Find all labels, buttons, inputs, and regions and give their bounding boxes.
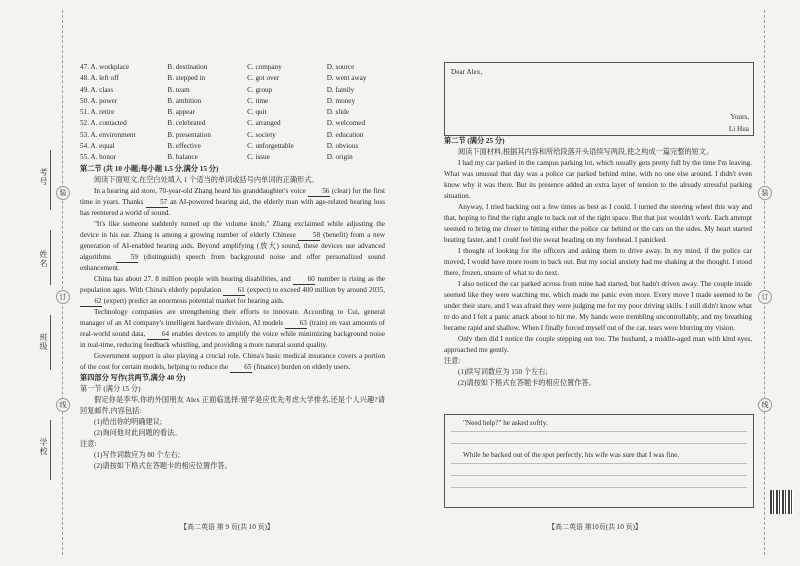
part-heading: 第四部分 写作(共两节,满分 40 分) [80,373,186,382]
page-9 [80,62,385,472]
letter-greeting: Dear Alex, [451,68,483,76]
option: C. time [247,96,269,105]
option: 52. A. contacted [80,119,127,128]
writing-line [451,443,747,444]
option: C. society [247,130,276,139]
exam-number-line [50,150,51,210]
option: B. destination [167,63,208,71]
option-row-49 [80,85,385,96]
option-row-47 [80,62,385,73]
passage-paragraph [80,186,385,219]
note-item: (2)请按如下格式在答题卡的相应位置作答。 [94,461,232,470]
text: "It's like someone suddenly turned up the volume knob," Zhang exclaimed while adjusting the device in his ear. Zhang is among a growing number of elderly Chinese [80,219,385,239]
option: C. issue [247,153,270,162]
option: C. arranged [247,119,281,128]
option: 48. A. left off [80,74,119,83]
option-row-50 [80,96,385,107]
letter-answer-box[interactable] [444,62,754,136]
option: B. effective [167,142,201,151]
option-row-54 [80,141,385,152]
passage-paragraph [80,307,385,351]
instruction: 阅读下面短文,在空白处填入 1 个适当的单词或括号内单词的正确形式。 [94,175,319,184]
text: (expect) to exceed 400 million by around 2035, [247,285,386,294]
story-paragraph: I had my car parked in the campus parking lot, which usually gets pretty full by the time I'm leaving. What was unusual that day was a police car parked behind mine, with no one else around. I didn't even know why it was there. But its presence added an extra layer of tension to the already stressful parking situation. [444,159,752,200]
passage-paragraph [80,351,385,373]
option: C. company [247,63,282,71]
paragraph-starter-2: While he backed out of the spot perfectly, his wife was sure that I was fine. [463,451,680,459]
option: 47. A. workplace [80,63,130,71]
option-row-53 [80,130,385,141]
option-row-52 [80,118,385,129]
text: number is rising as the population ages. With China's elderly population [80,274,385,294]
text: (distinguish) speech from background noise and offer personalized sound enhancement. [80,252,386,272]
right-cut-line [764,10,765,555]
continuation-answer-box[interactable] [444,414,754,508]
option: D. welcomed [326,119,366,128]
option: D. obvious [326,142,359,151]
text: enables devices to amplify the voice while minimizing background noise in real-time, reducing feedback whistling, and providing a more natural sound quality. [80,329,386,349]
text: (clear) for the first time in years. Thanks [80,186,385,206]
option: D. money [326,96,356,105]
option: 50. A. power [80,96,118,105]
option: 54. A. equal [80,142,115,151]
text: (benefit) from a new generation of AI-enabled hearing aids. Beyond amplifying (放大) sound, these devices use advanced algorithms [80,230,386,261]
option: D. education [326,130,364,139]
option: 51. A. retire [80,108,115,117]
option: C. got over [247,74,280,83]
option-row-55 [80,152,385,163]
blank-58[interactable]: 58 [298,231,320,241]
option: C. group [247,85,273,94]
paragraph-starter-1: "Need help?" he asked softly. [463,419,548,427]
option: C. quit [247,108,267,117]
footer-page-9: 【高二英语 第 9 页(共 10 页)】 [180,523,274,531]
option: D. slide [326,108,350,117]
blank-60[interactable]: 60 [293,275,315,285]
option: D. source [326,63,355,71]
school-line [50,420,51,480]
passage-paragraph [80,274,385,307]
task-point: (2)询问他对此问题的看法。 [94,428,182,437]
writing-task: 假定你是李华,你的外国朋友 Alex 正面临选择:留学是应优先考虑大学排名,还是个人兴趣?请回复邮件,内容包括: [80,395,385,415]
note-label: 注意: [80,439,97,448]
task-point: (1)给出你的明确建议; [94,417,162,426]
footer-page-10: 【高二英语 第10页(共 10 页)】 [548,523,642,531]
option: 53. A. environment [80,130,136,139]
text: China has about 27. 8 million people with hearing disabilities, and [94,274,291,283]
option: B. stepped in [167,74,206,83]
option-row-51 [80,107,385,118]
option: D. family [326,85,355,94]
right-cut-mark-ding: 订 [758,290,772,304]
text: (finance) burden on elderly users. [253,362,351,371]
option: B. ambition [167,96,202,105]
option: B. team [167,85,190,94]
blank-57[interactable]: 57 [146,198,168,208]
blank-62[interactable]: 62 [80,297,102,307]
cut-line [62,10,63,555]
section-heading: 第二节 (满分 25 分) [444,137,505,145]
option: B. appear [167,108,195,117]
note-item: (1)续写词数应为 150 个左右; [458,368,548,376]
text: (train) on vast amounts of real-world sound data, [80,318,386,338]
text: an AI-powered hearing aid, the elderly man with age-related hearing loss has reentered a world of sound. [80,197,385,217]
blank-63[interactable]: 63 [285,319,307,329]
page-10 [444,136,752,389]
note-item: (1)写作词数应为 80 个左右; [94,450,180,459]
binding-margin [0,0,78,566]
text: (expert) predict an enormous potential market for hearing aids. [103,296,285,305]
story-paragraph: Only then did I notice the couple stepping out too. The husband, a middle-aged man with kind eyes, approached me gently. [444,335,752,354]
writing-line [451,487,747,488]
letter-signature: Li Hua [728,125,749,133]
text: In a hearing aid store, 70-year-old Zhang heard his granddaughter's voice [94,186,306,195]
option: B. celebrated [167,119,206,128]
subsection-heading: 第一节 (满分 15 分) [80,384,141,393]
option: D. went away [326,74,367,83]
note-item: (2)请按如下格式在答题卡的相应位置作答。 [458,379,596,387]
story-paragraph: I thought of looking for the officers and asking them to drive away. In my mind, if the police car moved, I would have more room to back out. But my social anxiety had me shaking at the thought. I stood there, frozen, unsure of what to do next. [444,247,752,277]
writing-line [451,463,747,464]
blank-64[interactable]: 64 [147,330,169,340]
cut-mark-zhuang: 装 [56,186,70,200]
class-label: 班级 [39,333,48,351]
option: 55. A. honor [80,153,116,162]
cut-mark-ding: 订 [56,290,70,304]
blank-65[interactable]: 65 [230,363,252,373]
option: 49. A. class [80,85,114,94]
story-paragraph: I also noticed the car parked across from mine had started, but hadn't driven away. The couple inside seemed like they were watching me, which made me panic even more. Every move I made seemed to be under their stare, and I was afraid they were judging me for my poor driving skills. I still didn't know what to do and I felt a panic attack about to hit me. My hands were trembling uncontrollably, and my breathing became rapid and shallow. When I finally forced myself out of the car, tears were blurring my vision. [444,280,752,332]
option: B. balance [167,153,198,162]
writing-line [451,431,747,432]
option: D. origin [326,153,353,162]
option: C. unforgettable [247,142,294,151]
writing-line [451,475,747,476]
blank-61[interactable]: 61 [223,286,245,296]
option: B. presentation [167,130,211,139]
right-cut-mark-zhuang: 装 [758,186,772,200]
story-paragraph: Anyway, I tried backing out a few times as best as I could. I turned the steering wheel this way and that, hoping to find the right angle to back out of the tight space. But that just wouldn't work. Each attempt seemed to bring me closer to hitting either the police car behind or the cars on the sides. My heart started beating faster, and I could feel the sweat beading on my forehead. I panicked. [444,203,752,244]
letter-closing: Yours, [730,113,749,121]
school-label: 学校 [39,438,48,456]
blank-59[interactable]: 59 [116,253,138,263]
section-heading: 第二节 (共 10 小题;每小题 1.5 分,满分 15 分) [80,164,219,173]
exam-number-label: 考号 [39,168,48,186]
note-label: 注意: [444,357,461,365]
qr-code-icon [770,490,794,514]
class-line [50,315,51,370]
blank-56[interactable]: 56 [308,187,330,197]
right-cut-mark-xian: 线 [758,398,772,412]
name-label: 姓名 [39,250,48,268]
instruction: 阅读下面材料,根据其内容和所给段落开头语续写两段,使之构成一篇完整的短文。 [458,148,714,156]
name-line [50,230,51,285]
options-table [80,62,385,164]
passage-paragraph [80,219,385,274]
text: Technology companies are strengthening their efforts to innovate. According to Cui, general manager of an AI company's intelligent hardware division, AI models [80,307,385,327]
cut-mark-xian: 线 [56,398,70,412]
text: Government support is also playing a crucial role. China's basic medical insurance covers a portion of the cost for certain models, helping to reduce the [80,351,385,371]
option-row-48 [80,73,385,84]
